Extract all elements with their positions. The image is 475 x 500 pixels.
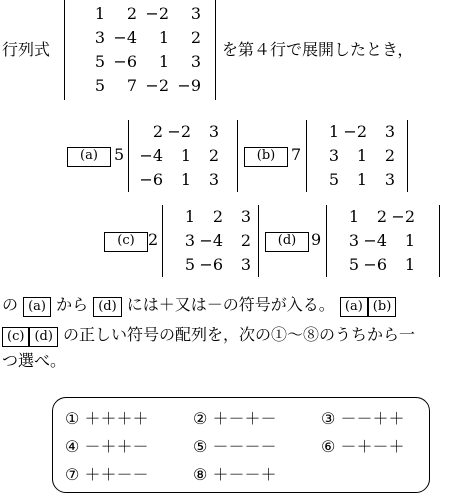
coef-b: 7 bbox=[291, 145, 302, 164]
choice-4[interactable]: ④ －＋＋－ bbox=[65, 437, 149, 456]
ref-a-2: (a) bbox=[340, 297, 368, 317]
minor-a-cell: 2 bbox=[152, 122, 163, 141]
minor-b-row bbox=[311, 120, 395, 144]
minor-a-cell: −4 bbox=[139, 146, 163, 165]
main-det-cell: 3 bbox=[94, 28, 105, 47]
minor-b-cell: 1 bbox=[356, 146, 367, 165]
main-det-cell: 7 bbox=[126, 76, 137, 95]
minor-d-cell: 2 bbox=[376, 207, 387, 226]
minor-a-cell: −2 bbox=[167, 122, 191, 141]
minor-b bbox=[306, 120, 408, 192]
minor-c-row bbox=[167, 253, 251, 277]
minor-c bbox=[162, 205, 259, 277]
minor-a-cell: 1 bbox=[180, 146, 191, 165]
main-det-cell: 1 bbox=[158, 28, 169, 47]
label-a-box: (a) bbox=[67, 147, 111, 167]
intro-prefix: 行列式 bbox=[2, 40, 51, 59]
minor-a-cell: 3 bbox=[208, 170, 219, 189]
minor-c-cell: 5 bbox=[184, 255, 195, 274]
minor-b-cell: 3 bbox=[384, 122, 395, 141]
ref-d: (d) bbox=[93, 297, 121, 317]
ref-d-2: (d) bbox=[29, 327, 57, 347]
label-d-box: (d) bbox=[265, 232, 309, 252]
minor-a-row bbox=[135, 144, 219, 168]
main-det-cell: 1 bbox=[94, 4, 105, 23]
main-det-cell: 2 bbox=[190, 28, 201, 47]
minor-b-cell: −2 bbox=[343, 122, 367, 141]
minor-d-cell: 1 bbox=[348, 207, 359, 226]
main-det-cell: 3 bbox=[190, 4, 201, 23]
main-det-row bbox=[73, 50, 201, 74]
minor-a-cell: 2 bbox=[208, 146, 219, 165]
choice-6[interactable]: ⑥ －＋－＋ bbox=[321, 437, 405, 456]
minor-c-cell: 3 bbox=[240, 255, 251, 274]
minor-d-cell: −4 bbox=[363, 231, 387, 250]
ref-b-2: (b) bbox=[368, 297, 396, 317]
main-det-row bbox=[73, 74, 201, 98]
minor-d bbox=[326, 205, 440, 277]
choice-5[interactable]: ⑤ －－－－ bbox=[193, 437, 277, 456]
choice-2[interactable]: ② ＋－＋－ bbox=[193, 409, 277, 428]
main-det-row bbox=[73, 26, 201, 50]
minor-c-cell: 1 bbox=[184, 207, 195, 226]
minor-b-row bbox=[311, 168, 395, 192]
label-c-box: (c) bbox=[104, 232, 148, 252]
minor-a bbox=[128, 120, 238, 192]
minor-d-cell: 1 bbox=[404, 255, 415, 274]
minor-c-cell: 3 bbox=[240, 207, 251, 226]
main-det-row bbox=[73, 2, 201, 26]
minor-d-cell: −6 bbox=[363, 255, 387, 274]
main-determinant bbox=[64, 0, 216, 100]
main-det-cell: −2 bbox=[145, 76, 169, 95]
minor-d-cell: 3 bbox=[348, 231, 359, 250]
question-line-3: つ選べ。 bbox=[2, 351, 67, 370]
question-line-1: の (a) から (d) には＋又は－の符号が入る。 (a) (b) bbox=[2, 292, 396, 317]
question-line-2: (c) (d) の正しい符号の配列を，次の①～⑧のうちから一 bbox=[2, 322, 415, 347]
minor-c-row bbox=[167, 205, 251, 229]
minor-a-row bbox=[135, 120, 219, 144]
minor-b-cell: 3 bbox=[328, 146, 339, 165]
coef-c: 2 bbox=[148, 230, 159, 249]
choice-8[interactable]: ⑧ ＋－－＋ bbox=[193, 465, 277, 484]
choice-1[interactable]: ① ＋＋＋＋ bbox=[65, 409, 149, 428]
minor-d-cell: 5 bbox=[348, 255, 359, 274]
minor-b-cell: 2 bbox=[384, 146, 395, 165]
minor-c-cell: 3 bbox=[184, 231, 195, 250]
main-det-cell: 5 bbox=[94, 76, 105, 95]
main-det-cell: 3 bbox=[190, 52, 201, 71]
minor-a-cell: 3 bbox=[208, 122, 219, 141]
minor-d-cell: 1 bbox=[404, 231, 415, 250]
choice-3[interactable]: ③ －－＋＋ bbox=[321, 409, 405, 428]
minor-c-cell: 2 bbox=[212, 207, 223, 226]
minor-b-cell: 1 bbox=[328, 122, 339, 141]
minor-d-row bbox=[331, 229, 415, 253]
main-det-cell: 2 bbox=[126, 4, 137, 23]
minor-c-row bbox=[167, 229, 251, 253]
ref-a: (a) bbox=[23, 297, 51, 317]
main-det-cell: −4 bbox=[113, 28, 137, 47]
minor-b-cell: 5 bbox=[328, 170, 339, 189]
main-det-cell: 1 bbox=[158, 52, 169, 71]
minor-d-row bbox=[331, 205, 415, 229]
minor-b-cell: 3 bbox=[384, 170, 395, 189]
main-det-cell: 5 bbox=[94, 52, 105, 71]
main-det-cell: −9 bbox=[177, 76, 201, 95]
minor-d-cell: −2 bbox=[391, 207, 415, 226]
minor-c-cell: −4 bbox=[199, 231, 223, 250]
main-det-cell: −2 bbox=[145, 4, 169, 23]
choice-7[interactable]: ⑦ ＋＋－－ bbox=[65, 465, 149, 484]
minor-a-cell: −6 bbox=[139, 170, 163, 189]
main-det-cell: −6 bbox=[113, 52, 137, 71]
choices-box bbox=[52, 397, 430, 493]
ref-c-2: (c) bbox=[2, 327, 29, 347]
minor-c-cell: 2 bbox=[240, 231, 251, 250]
minor-a-cell: 1 bbox=[180, 170, 191, 189]
minor-a-row bbox=[135, 168, 219, 192]
coef-a: 5 bbox=[114, 145, 125, 164]
coef-d: 9 bbox=[311, 230, 322, 249]
minor-c-cell: −6 bbox=[199, 255, 223, 274]
label-b-box: (b) bbox=[244, 147, 288, 167]
minor-d-row bbox=[331, 253, 415, 277]
intro-suffix: を第４行で展開したとき， bbox=[222, 40, 414, 59]
minor-b-cell: 1 bbox=[356, 170, 367, 189]
minor-b-row bbox=[311, 144, 395, 168]
